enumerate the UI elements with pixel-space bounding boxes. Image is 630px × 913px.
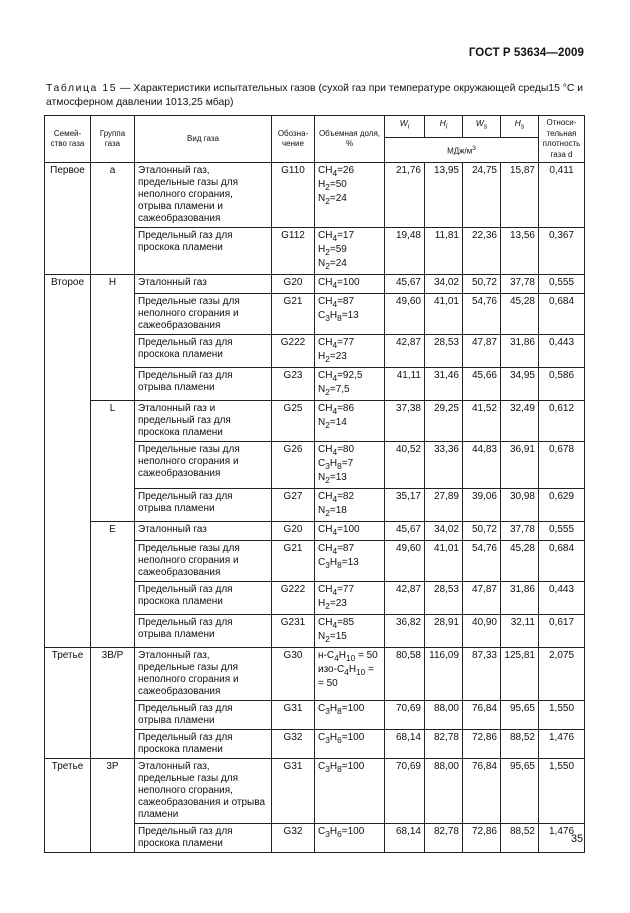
cell-hi: 28,53 <box>425 335 463 368</box>
cell-ws: 87,33 <box>463 648 501 701</box>
cell-wi: 45,67 <box>385 275 425 294</box>
cell-composition <box>315 701 385 730</box>
cell-hs: 88,52 <box>501 824 539 853</box>
cell-family: Второе <box>45 275 91 648</box>
cell-wi: 68,14 <box>385 730 425 759</box>
cell-wi: 37,38 <box>385 401 425 442</box>
test-gases-table <box>44 115 585 853</box>
cell-ws: 39,06 <box>463 489 501 522</box>
cell-composition <box>315 228 385 275</box>
cell-composition <box>315 582 385 615</box>
cell-ws: 54,76 <box>463 541 501 582</box>
cell-wi: 49,60 <box>385 294 425 335</box>
cell-designation: G32 <box>272 824 315 853</box>
composition-line: $C_3H_6=100$ <box>318 732 365 745</box>
cell-hi: 34,02 <box>425 522 463 541</box>
cell-hs: 37,78 <box>501 522 539 541</box>
cell-hi: 31,46 <box>425 368 463 401</box>
cell-designation: G23 <box>272 368 315 401</box>
cell-hs: 36,91 <box>501 442 539 489</box>
cell-hs: 31,86 <box>501 582 539 615</box>
cell-composition <box>315 401 385 442</box>
cell-composition <box>315 335 385 368</box>
cell-gas-kind: Эталонный газ, предельные газы для неполного сгорания, сажеобразования и отрыва пламени <box>135 759 272 824</box>
cell-group: Е <box>91 522 135 648</box>
cell-hi: 33,36 <box>425 442 463 489</box>
cell-density: 0,443 <box>539 582 585 615</box>
cell-hs: 45,28 <box>501 541 539 582</box>
composition-line: $H_2=23$ <box>318 351 347 364</box>
header-group: Группа газа <box>91 116 135 163</box>
table-header-row <box>45 116 585 138</box>
table-row <box>45 163 585 228</box>
composition-line: $C_3H_8=7$ <box>318 458 354 471</box>
cell-gas-kind: Эталонный газ и предельный газ для проскока пламени <box>135 401 272 442</box>
table-row <box>45 275 585 294</box>
composition-line: $CH_4=26$ <box>318 165 355 178</box>
cell-hi: 82,78 <box>425 824 463 853</box>
cell-composition <box>315 759 385 824</box>
cell-designation: G21 <box>272 541 315 582</box>
composition-line: $C_3H_6=100$ <box>318 826 365 839</box>
cell-hi: 29,25 <box>425 401 463 442</box>
cell-hs: 15,87 <box>501 163 539 228</box>
cell-composition <box>315 541 385 582</box>
cell-group: 3В/Р <box>91 648 135 759</box>
cell-designation: G222 <box>272 335 315 368</box>
cell-density: 0,555 <box>539 522 585 541</box>
composition-line: = 50 <box>318 678 338 689</box>
cell-density: 2,075 <box>539 648 585 701</box>
cell-wi: 19,48 <box>385 228 425 275</box>
cell-ws: 47,87 <box>463 582 501 615</box>
cell-wi: 41,11 <box>385 368 425 401</box>
cell-hs: 13,56 <box>501 228 539 275</box>
composition-line: $CH_4=85$ <box>318 617 355 630</box>
table-row <box>45 522 585 541</box>
cell-density: 1,476 <box>539 824 585 853</box>
composition-line: $H_2=23$ <box>318 598 347 611</box>
composition-line: $CH_4=82$ <box>318 491 355 504</box>
cell-density: 0,367 <box>539 228 585 275</box>
table-caption-label: Таблица 15 <box>46 83 118 94</box>
cell-density: 0,586 <box>539 368 585 401</box>
cell-wi: 45,67 <box>385 522 425 541</box>
cell-wi: 35,17 <box>385 489 425 522</box>
cell-gas-kind: Предельный газ для проскока пламени <box>135 824 272 853</box>
cell-family: Третье <box>45 759 91 853</box>
cell-gas-kind: Предельный газ для проскока пламени <box>135 582 272 615</box>
cell-designation: G30 <box>272 648 315 701</box>
cell-density: 0,678 <box>539 442 585 489</box>
cell-density: 1,476 <box>539 730 585 759</box>
cell-ws: 44,83 <box>463 442 501 489</box>
composition-line: $CH_4=92,5$ <box>318 370 363 383</box>
cell-designation: G31 <box>272 701 315 730</box>
header-hi: $H_i$ <box>425 116 463 138</box>
cell-hs: 32,11 <box>501 615 539 648</box>
composition-line: $C_3H_8=100$ <box>318 761 365 774</box>
cell-wi: 49,60 <box>385 541 425 582</box>
cell-wi: 40,52 <box>385 442 425 489</box>
cell-ws: 50,72 <box>463 275 501 294</box>
composition-line: $н-C_4H_{10} = 50$ <box>318 650 378 663</box>
cell-wi: 68,14 <box>385 824 425 853</box>
composition-line: $N_2=13$ <box>318 472 347 485</box>
cell-wi: 42,87 <box>385 582 425 615</box>
header-ws: $W_s$ <box>463 116 501 138</box>
cell-designation: G112 <box>272 228 315 275</box>
cell-group: 3Р <box>91 759 135 853</box>
composition-line: $N_2=18$ <box>318 505 347 518</box>
cell-hi: 34,02 <box>425 275 463 294</box>
table-body <box>45 163 585 853</box>
cell-gas-kind: Предельный газ для отрыва пламени <box>135 701 272 730</box>
cell-designation: G20 <box>272 275 315 294</box>
cell-ws: 76,84 <box>463 701 501 730</box>
cell-group: а <box>91 163 135 275</box>
composition-line: $N_2=24$ <box>318 193 347 206</box>
cell-hi: 88,00 <box>425 759 463 824</box>
header-volume: Объемная доля, % <box>315 116 385 163</box>
composition-line: $CH_4=86$ <box>318 403 355 416</box>
cell-wi: 36,82 <box>385 615 425 648</box>
cell-hs: 32,49 <box>501 401 539 442</box>
composition-line: $CH_4=100$ <box>318 524 360 537</box>
cell-ws: 72,86 <box>463 824 501 853</box>
cell-gas-kind: Предельный газ для проскока пламени <box>135 228 272 275</box>
cell-group: L <box>91 401 135 522</box>
cell-gas-kind: Предельный газ для проскока пламени <box>135 335 272 368</box>
cell-hi: 41,01 <box>425 294 463 335</box>
table-row <box>45 648 585 701</box>
composition-line: $CH_4=17$ <box>318 230 355 243</box>
cell-gas-kind: Эталонный газ, предельные газы для неполного сгорания и сажеобразования <box>135 648 272 701</box>
cell-hi: 88,00 <box>425 701 463 730</box>
cell-gas-kind: Предельный газ для отрыва пламени <box>135 368 272 401</box>
composition-line: $C_3H_8=13$ <box>318 310 359 323</box>
cell-composition <box>315 489 385 522</box>
cell-hs: 30,98 <box>501 489 539 522</box>
cell-composition <box>315 368 385 401</box>
composition-line: $CH_4=77$ <box>318 584 355 597</box>
cell-gas-kind: Предельные газы для неполного сгорания и сажеобразования <box>135 442 272 489</box>
document-header: ГОСТ Р 53634—2009 <box>468 47 584 59</box>
cell-designation: G20 <box>272 522 315 541</box>
cell-designation: G27 <box>272 489 315 522</box>
composition-line: $CH_4=77$ <box>318 337 355 350</box>
cell-designation: G31 <box>272 759 315 824</box>
cell-density: 0,612 <box>539 401 585 442</box>
cell-density: 0,443 <box>539 335 585 368</box>
cell-hs: 95,65 <box>501 701 539 730</box>
table-row <box>45 401 585 442</box>
cell-ws: 22,36 <box>463 228 501 275</box>
cell-hi: 41,01 <box>425 541 463 582</box>
table-caption <box>46 82 586 110</box>
composition-line: $CH_4=87$ <box>318 296 355 309</box>
cell-composition <box>315 522 385 541</box>
composition-line: изо-$C_4H_{10}$ = <box>318 664 374 677</box>
cell-wi: 70,69 <box>385 701 425 730</box>
cell-density: 1,550 <box>539 701 585 730</box>
cell-designation: G25 <box>272 401 315 442</box>
table-row <box>45 759 585 824</box>
cell-hi: 82,78 <box>425 730 463 759</box>
cell-composition <box>315 615 385 648</box>
composition-line: $N_2=14$ <box>318 417 347 430</box>
cell-ws: 47,87 <box>463 335 501 368</box>
cell-gas-kind: Предельный газ для отрыва пламени <box>135 489 272 522</box>
cell-composition <box>315 648 385 701</box>
cell-hi: 27,89 <box>425 489 463 522</box>
cell-ws: 72,86 <box>463 730 501 759</box>
cell-gas-kind: Предельные газы для неполного сгорания и сажеобразования <box>135 541 272 582</box>
cell-hs: 31,86 <box>501 335 539 368</box>
cell-gas-kind: Предельный газ для отрыва пламени <box>135 615 272 648</box>
composition-line: $CH_4=80$ <box>318 444 355 457</box>
cell-density: 0,684 <box>539 294 585 335</box>
cell-ws: 24,75 <box>463 163 501 228</box>
cell-hs: 95,65 <box>501 759 539 824</box>
cell-family: Третье <box>45 648 91 759</box>
cell-ws: 45,66 <box>463 368 501 401</box>
header-kind: Вид газа <box>135 116 272 163</box>
cell-hs: 37,78 <box>501 275 539 294</box>
composition-line: $N_2=24$ <box>318 258 347 271</box>
composition-line: $CH_4=87$ <box>318 543 355 556</box>
cell-designation: G32 <box>272 730 315 759</box>
cell-density: 0,629 <box>539 489 585 522</box>
header-family: Семей-ство газа <box>45 116 91 163</box>
cell-composition <box>315 824 385 853</box>
cell-hs: 34,95 <box>501 368 539 401</box>
cell-density: 0,684 <box>539 541 585 582</box>
cell-hi: 11,81 <box>425 228 463 275</box>
cell-designation: G231 <box>272 615 315 648</box>
cell-density: 0,411 <box>539 163 585 228</box>
cell-gas-kind: Предельный газ для проскока пламени <box>135 730 272 759</box>
composition-line: $H_2=50$ <box>318 179 347 192</box>
cell-gas-kind: Предельные газы для неполного сгорания и сажеобразования <box>135 294 272 335</box>
cell-group: Н <box>91 275 135 401</box>
header-density: Относи-тельная плотность газа d <box>539 116 585 163</box>
cell-density: 0,617 <box>539 615 585 648</box>
composition-line: $C_3H_8=13$ <box>318 557 359 570</box>
composition-line: $C_3H_8=100$ <box>318 703 365 716</box>
cell-designation: G110 <box>272 163 315 228</box>
cell-hi: 13,95 <box>425 163 463 228</box>
cell-wi: 21,76 <box>385 163 425 228</box>
header-wi: $W_i$ <box>385 116 425 138</box>
cell-gas-kind: Эталонный газ <box>135 522 272 541</box>
cell-density: 1,550 <box>539 759 585 824</box>
cell-hs: 45,28 <box>501 294 539 335</box>
cell-density: 0,555 <box>539 275 585 294</box>
cell-designation: G26 <box>272 442 315 489</box>
cell-gas-kind: Эталонный газ, предельные газы для неполного сгорания, отрыва пламени и сажеобразования <box>135 163 272 228</box>
cell-designation: G21 <box>272 294 315 335</box>
cell-composition <box>315 163 385 228</box>
cell-ws: 76,84 <box>463 759 501 824</box>
header-designation: Обозна-чение <box>272 116 315 163</box>
cell-hi: 28,91 <box>425 615 463 648</box>
cell-hs: 88,52 <box>501 730 539 759</box>
cell-wi: 80,58 <box>385 648 425 701</box>
table-caption-text: — Характеристики испытательных газов (сухой газ при температуре окружающей среды15 °С и атмосферном давлении 1013,25 мбар) <box>46 83 584 108</box>
header-units: МДж/$м^3$ <box>385 138 539 163</box>
cell-composition <box>315 294 385 335</box>
cell-composition <box>315 275 385 294</box>
cell-ws: 54,76 <box>463 294 501 335</box>
composition-line: $H_2=59$ <box>318 244 347 257</box>
cell-gas-kind: Эталонный газ <box>135 275 272 294</box>
cell-composition <box>315 730 385 759</box>
cell-designation: G222 <box>272 582 315 615</box>
cell-wi: 70,69 <box>385 759 425 824</box>
cell-composition <box>315 442 385 489</box>
cell-wi: 42,87 <box>385 335 425 368</box>
cell-ws: 40,90 <box>463 615 501 648</box>
composition-line: $N_2=7,5$ <box>318 384 350 397</box>
cell-hi: 28,53 <box>425 582 463 615</box>
cell-ws: 41,52 <box>463 401 501 442</box>
composition-line: $N_2=15$ <box>318 631 347 644</box>
cell-ws: 50,72 <box>463 522 501 541</box>
page-number: 35 <box>570 833 583 845</box>
cell-hs: 125,81 <box>501 648 539 701</box>
header-hs: $H_s$ <box>501 116 539 138</box>
cell-hi: 116,09 <box>425 648 463 701</box>
composition-line: $CH_4=100$ <box>318 277 360 290</box>
cell-family: Первое <box>45 163 91 275</box>
